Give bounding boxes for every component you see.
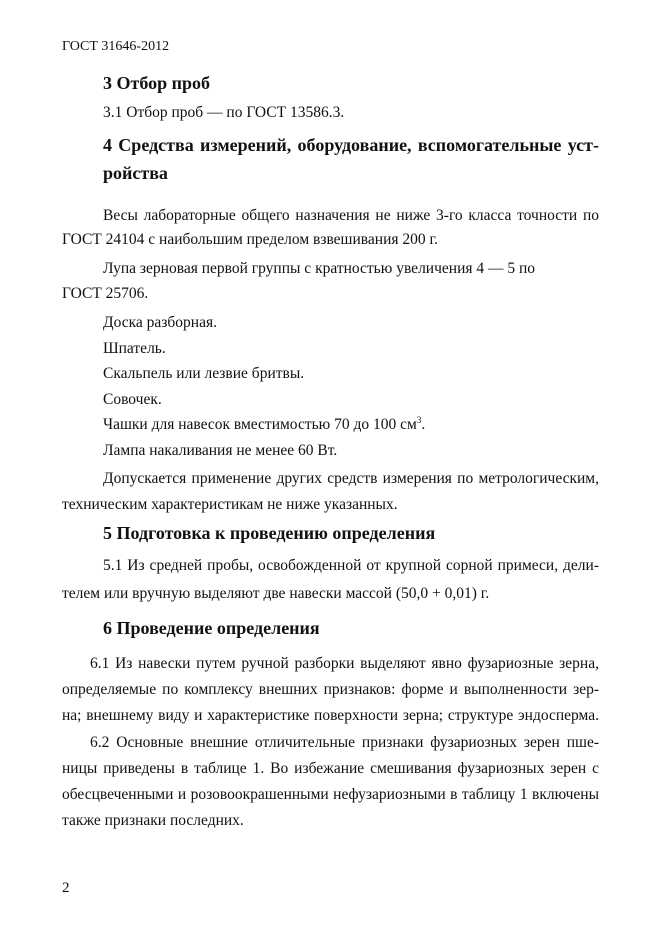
section-6-2-line2: ницы приведены в таблице 1. Во избежание смешивания фузариозных зерен с <box>62 760 599 777</box>
cups-item <box>103 415 425 435</box>
allowed-text-line2: техническим характеристикам не ниже указанных. <box>62 496 398 513</box>
page-number: 2 <box>62 880 70 896</box>
cups-superscript: 3 <box>416 414 422 425</box>
cups-text: Чашки для навесок вместимостью 70 до 100 см <box>103 416 417 433</box>
loupe-text-line1: Лупа зерновая первой группы с кратностью увеличения 4 — 5 по <box>103 260 536 277</box>
section-6-2-line1: 6.2 Основные внешние отличительные признаки фузариозных зерен пше- <box>90 734 599 751</box>
board-item: Доска разборная. <box>103 314 217 331</box>
cups-period: . <box>421 416 426 433</box>
spatula-item: Шпатель. <box>103 340 166 357</box>
section-6-1-line2: определяемые по комплексу внешних признаков: форме и выполненности зер- <box>62 681 599 698</box>
section-6-heading: 6 Проведение определения <box>103 618 320 638</box>
section-6-2-line3: обесцвеченными и розовоокрашенными нефузариозными в таблицу 1 включены <box>62 786 599 803</box>
section-5-1-line1: 5.1 Из средней пробы, освобожденной от крупной сорной примеси, дели- <box>103 557 599 574</box>
scales-text-line1: Весы лабораторные общего назначения не ниже 3-го класса точности по <box>103 207 599 224</box>
section-5-1-line2: телем или вручную выделяют две навески массой (50,0 + 0,01) г. <box>62 585 490 602</box>
section-6-2-line4: также признаки последних. <box>62 812 244 829</box>
allowed-text-line1: Допускается применение других средств измерения по метрологическим, <box>103 470 599 487</box>
lamp-item: Лампа накаливания не менее 60 Вт. <box>103 442 338 459</box>
scoop-item: Совочек. <box>103 391 162 408</box>
section-3-heading: 3 Отбор проб <box>103 73 210 93</box>
scales-text-line2: ГОСТ 24104 с наибольшим пределом взвешивания 200 г. <box>62 231 438 248</box>
section-4-heading-line2: ройства <box>103 163 168 183</box>
section-5-heading: 5 Подготовка к проведению определения <box>103 523 436 543</box>
section-6-1-line3: на; внешнему виду и характеристике поверхности зерна; структуре эндосперма. <box>62 707 599 724</box>
section-3-1-text: 3.1 Отбор проб — по ГОСТ 13586.3. <box>103 104 345 121</box>
section-6-1-line1: 6.1 Из навески путем ручной разборки выделяют явно фузариозные зерна, <box>90 655 599 672</box>
document-code: ГОСТ 31646-2012 <box>62 39 170 54</box>
scalpel-item: Скальпель или лезвие бритвы. <box>103 365 305 382</box>
loupe-text-line2: ГОСТ 25706. <box>62 285 149 302</box>
section-4-heading-line1: 4 Средства измерений, оборудование, вспомогательные уст- <box>103 135 599 155</box>
